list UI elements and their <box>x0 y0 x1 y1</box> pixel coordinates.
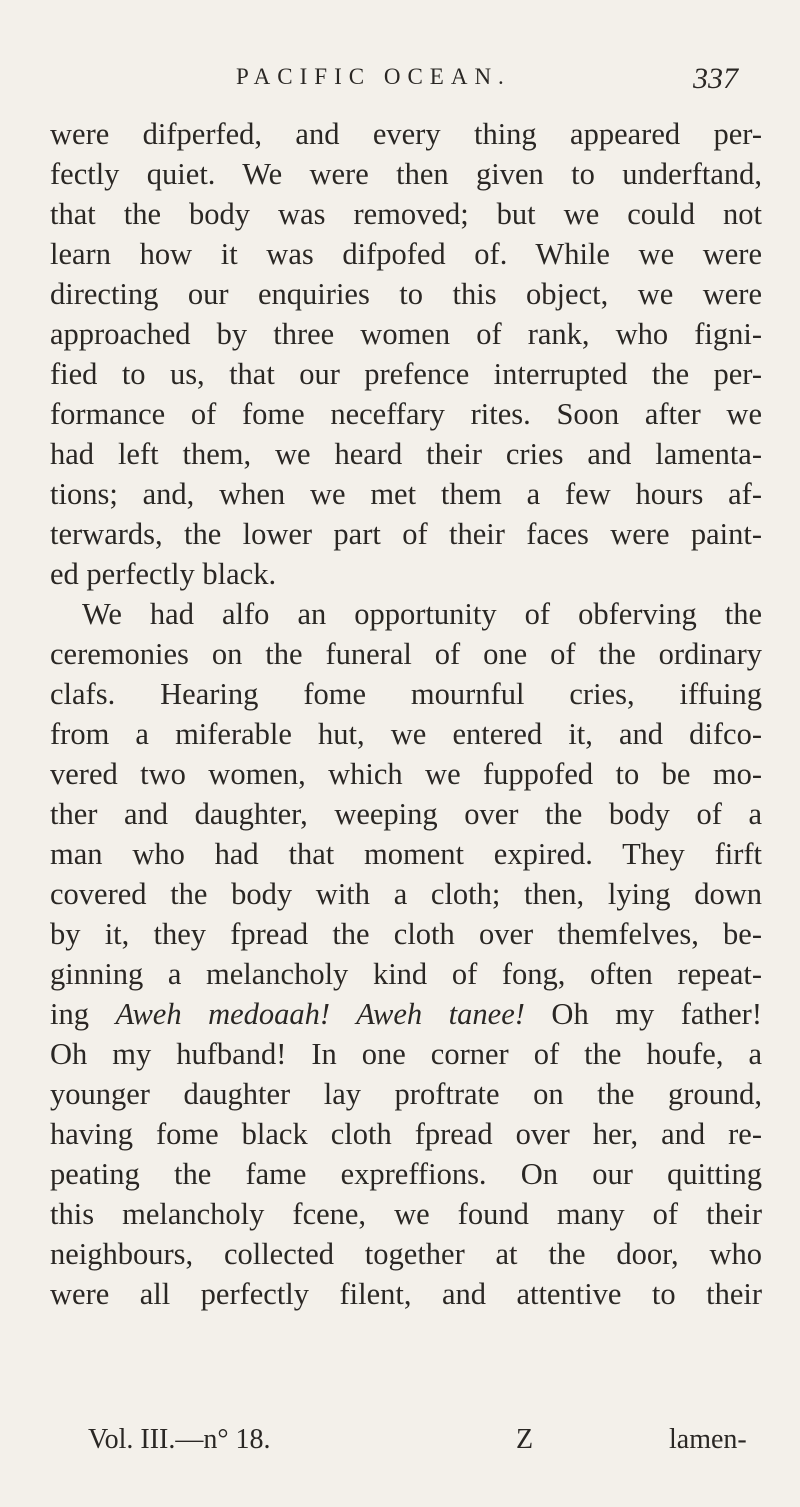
signature-mark: Z <box>516 1424 534 1455</box>
text-line: having fome black cloth fpread over her, and re- <box>50 1117 762 1151</box>
text-line: that the body was removed; but we could not <box>50 197 762 231</box>
page-footer <box>0 1424 800 1468</box>
text-line: had left them, we heard their cries and lamenta- <box>50 437 762 471</box>
text-span: Oh my father! <box>524 997 762 1031</box>
text-line: approached by three women of rank, who figni- <box>50 317 762 351</box>
text-span: ing <box>50 997 116 1031</box>
text-line: clafs. Hearing fome mournful cries, iffuing <box>50 677 762 711</box>
text-line: ther and daughter, weeping over the body of a <box>50 797 762 831</box>
page-number: 337 <box>693 62 738 95</box>
text-line: Oh my hufband! In one corner of the houfe, a <box>50 1037 762 1071</box>
body-text <box>0 114 800 1474</box>
text-line: ed perfectly black. <box>50 557 277 591</box>
text-line: were all perfectly filent, and attentive to their <box>50 1277 762 1311</box>
catchword: lamen- <box>669 1424 747 1455</box>
text-line: tions; and, when we met them a few hours af- <box>50 477 762 511</box>
text-line: peating the fame expreffions. On our quitting <box>50 1157 762 1191</box>
text-line: man who had that moment expired. They firft <box>50 837 762 871</box>
text-line: were difperfed, and every thing appeared per- <box>50 117 762 151</box>
text-line: ceremonies on the funeral of one of the ordinary <box>50 637 762 671</box>
text-line: from a miferable hut, we entered it, and difco- <box>50 717 762 751</box>
italic-lament-phrase: Aweh medoaah! Aweh tanee! <box>115 997 525 1031</box>
text-line-with-italic <box>50 994 762 1034</box>
text-line: terwards, the lower part of their faces were paint- <box>50 517 762 551</box>
text-line: vered two women, which we fuppofed to be mo- <box>50 757 762 791</box>
volume-marker: Vol. III.—n° 18. <box>88 1424 271 1455</box>
text-line: covered the body with a cloth; then, lying down <box>50 877 762 911</box>
text-line: fied to us, that our prefence interrupted the per- <box>50 357 762 391</box>
text-line: this melancholy fcene, we found many of their <box>50 1197 762 1231</box>
text-line: ginning a melancholy kind of fong, often repeat- <box>50 957 762 991</box>
text-line: neighbours, collected together at the door, who <box>50 1237 762 1271</box>
paragraph-start-line: We had alfo an opportunity of obferving the <box>82 597 762 631</box>
text-line: directing our enquiries to this object, we were <box>50 277 762 311</box>
running-head: PACIFIC OCEAN. <box>236 64 511 89</box>
text-line: younger daughter lay proftrate on the ground, <box>50 1077 762 1111</box>
text-line: formance of fome neceffary rites. Soon after we <box>50 397 762 431</box>
text-line: fectly quiet. We were then given to underftand, <box>50 157 762 191</box>
text-line: learn how it was difpofed of. While we were <box>50 237 762 271</box>
text-line: by it, they fpread the cloth over themfelves, be- <box>50 917 762 951</box>
